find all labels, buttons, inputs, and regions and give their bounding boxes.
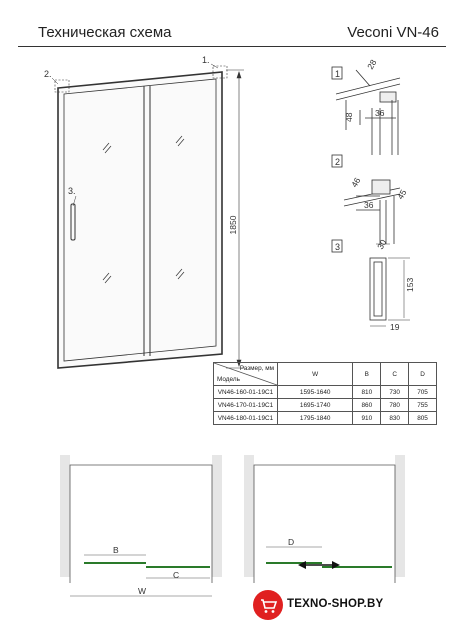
table-col-w: W bbox=[278, 363, 353, 386]
table-cell-c: 730 bbox=[381, 386, 409, 399]
plan-right-d: D bbox=[288, 537, 295, 547]
plan-left-b: B bbox=[113, 545, 119, 555]
table-cell-model: VN46-170-01-19C1 bbox=[214, 399, 278, 412]
height-value: 1850 bbox=[228, 215, 238, 235]
callout-1: 1. bbox=[202, 55, 210, 65]
plan-view-right bbox=[244, 455, 405, 583]
table-cell-d: 755 bbox=[409, 399, 437, 412]
spec-table bbox=[213, 362, 437, 425]
detail-label-3: 3 bbox=[335, 242, 341, 252]
plan-left-w: W bbox=[138, 586, 147, 596]
detail2-dim-36: 36 bbox=[364, 200, 374, 210]
callout-3: 3. bbox=[68, 186, 76, 196]
table-col-d: D bbox=[409, 363, 437, 386]
shop-logo-text[interactable]: TEXNO-SHOP.BY bbox=[287, 598, 384, 610]
plan-view-left bbox=[60, 455, 222, 596]
table-row bbox=[214, 386, 437, 399]
shop-logo-icon[interactable] bbox=[253, 590, 283, 620]
detail1-dim-28: 28 bbox=[365, 57, 379, 71]
table-model-label: Модель bbox=[217, 376, 240, 383]
detail3-dim-30: 30 bbox=[375, 237, 389, 251]
detail-label-1: 1 bbox=[335, 69, 341, 79]
model-name: Veconi VN-46 bbox=[347, 24, 439, 41]
detail2-dim-46: 46 bbox=[349, 175, 363, 189]
table-cell-b: 810 bbox=[353, 386, 381, 399]
table-cell-model: VN46-160-01-19C1 bbox=[214, 386, 278, 399]
table-cell-c: 780 bbox=[381, 399, 409, 412]
detail-1 bbox=[332, 67, 400, 155]
table-cell-c: 830 bbox=[381, 412, 409, 425]
page-title: Техническая схема bbox=[38, 24, 172, 41]
table-corner-cell bbox=[214, 363, 278, 386]
detail1-dim-36: 36 bbox=[375, 108, 385, 118]
table-row bbox=[214, 412, 437, 425]
plan-left-c: C bbox=[173, 570, 180, 580]
table-cell-model: VN46-180-01-19C1 bbox=[214, 412, 278, 425]
table-cell-w: 1695-1740 bbox=[278, 399, 353, 412]
table-cell-w: 1595-1640 bbox=[278, 386, 353, 399]
detail2-dim-45: 45 bbox=[395, 187, 409, 201]
front-view-door bbox=[55, 66, 227, 368]
table-size-label: Размер, мм bbox=[239, 365, 274, 372]
table-cell-w: 1795-1840 bbox=[278, 412, 353, 425]
detail1-dim-48: 48 bbox=[344, 112, 354, 122]
door-outer-frame bbox=[58, 72, 222, 368]
detail-3 bbox=[332, 237, 410, 326]
detail-label-2: 2 bbox=[335, 157, 341, 167]
table-col-c: C bbox=[381, 363, 409, 386]
table-cell-d: 705 bbox=[409, 386, 437, 399]
detail3-dim-153: 153 bbox=[405, 277, 415, 292]
table-cell-d: 805 bbox=[409, 412, 437, 425]
table-row bbox=[214, 399, 437, 412]
table-cell-b: 860 bbox=[353, 399, 381, 412]
callout-2: 2. bbox=[44, 69, 52, 79]
table-cell-b: 910 bbox=[353, 412, 381, 425]
detail3-dim-19: 19 bbox=[390, 322, 400, 332]
table-col-b: B bbox=[353, 363, 381, 386]
